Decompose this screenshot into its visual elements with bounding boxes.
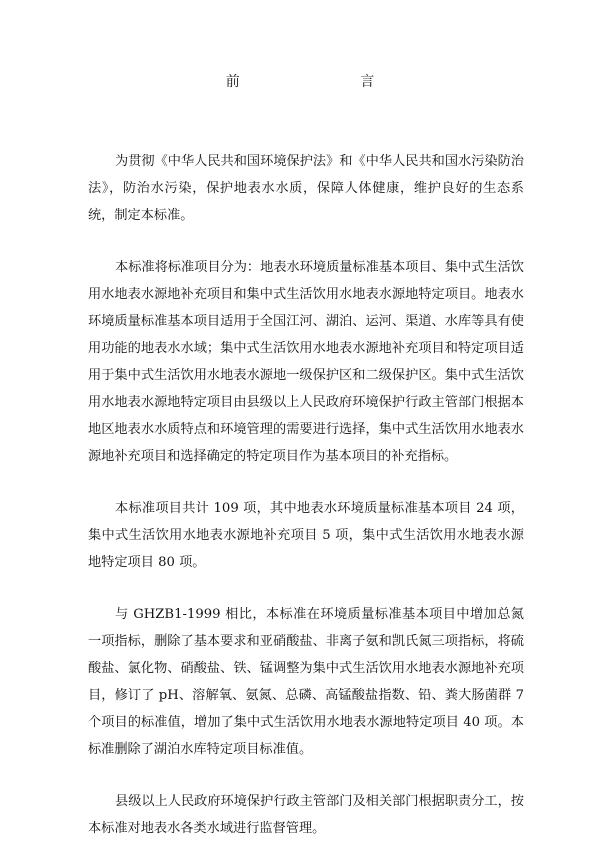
document-body [88,148,524,867]
page-title: 前 言 [225,74,433,90]
paragraph-item-count: 本标准项目共计 109 项，其中地表水环境质量标准基本项目 24 项，集中式生活饮用水地表水源地补充项目 5 项，集中式生活饮用水地表水源地特定项目 80 项。 [88,501,524,570]
paragraph-purpose: 为贯彻《中华人民共和国环境保护法》和《中华人民共和国水污染防治法》，防治水污染，保护地表水水质，保障人体健康，维护良好的生态系统，制定本标准。 [88,154,524,223]
paragraph-revision: 与 GHZB1-1999 相比，本标准在环境质量标准基本项目中增加总氮一项指标，删除了基本要求和亚硝酸盐、非离子氨和凯氏氮三项指标，将硫酸盐、氯化物、硝酸盐、铁、锰调整为集中式生活饮用水地表水源地补充项目，修订了 pH、溶解氧、氨氮、总磷、高锰酸盐指数、铅、粪大肠菌群 7 个项目的标准值，增加了集中式生活饮用水地表水源地特定项目 40 项。本标准删除了湖泊水库特定项目标准值。 [88,607,524,757]
paragraph-supervision: 县级以上人民政府环境保护行政主管部门及相关部门根据职责分工，按本标准对地表水各类水域进行监督管理。 [88,794,524,836]
paragraph-classification: 本标准将标准项目分为：地表水环境质量标准基本项目、集中式生活饮用水地表水源地补充项目和集中式生活饮用水地表水源地特定项目。地表水环境质量标准基本项目适用于全国江河、湖泊、运河、渠道、水库等具有使用功能的地表水水域；集中式生活饮用水地表水源地补充项目和特定项目适用于集中式生活饮用水地表水源地一级保护区和二级保护区。集中式生活饮用水地表水源地特定项目由县级以上人民政府环境保护行政主管部门根据本地区地表水水质特点和环境管理的需要进行选择，集中式生活饮用水地表水源地补充项目和选择确定的特定项目作为基本项目的补充指标。 [88,260,524,464]
